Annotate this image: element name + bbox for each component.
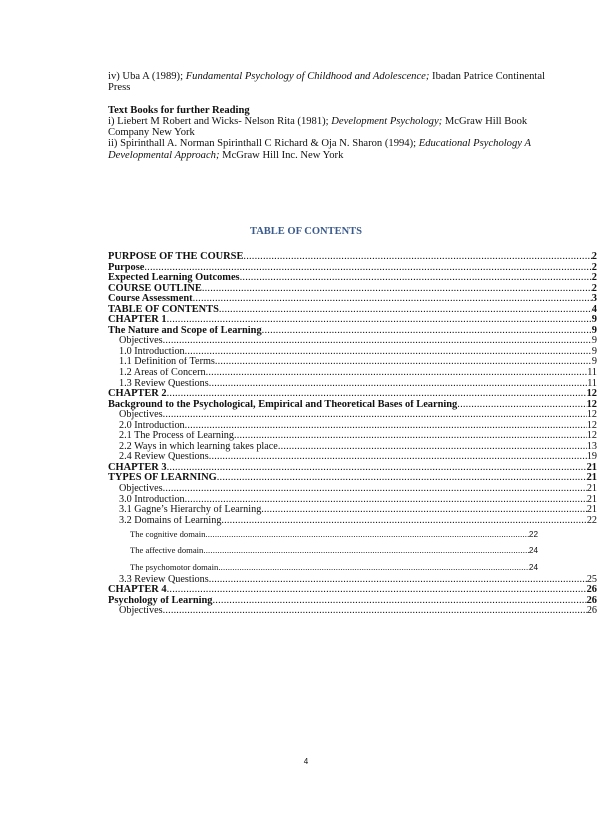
toc-entry[interactable]	[108, 559, 538, 575]
toc-entry-page: 22	[528, 530, 538, 540]
toc-entry-label: CHAPTER 4	[108, 585, 167, 596]
toc-entry-label: Objectives	[119, 484, 163, 495]
toc-entry-label: Psychology of Learning	[108, 595, 213, 606]
toc-entry-page: 22	[586, 515, 597, 526]
toc-entry[interactable]	[108, 431, 597, 442]
table-of-contents	[108, 252, 597, 617]
dot-leader	[167, 463, 587, 474]
toc-entry-page: 12	[586, 420, 597, 431]
toc-entry-page: 2	[591, 273, 597, 284]
toc-entry-label: Objectives	[119, 410, 163, 421]
dot-leader	[217, 473, 587, 484]
dot-leader	[234, 431, 587, 442]
toc-entry-label: 2.2 Ways in which learning takes place	[119, 441, 278, 452]
toc-entry-page: 21	[586, 462, 597, 473]
toc-entry[interactable]	[108, 273, 597, 284]
toc-entry-page: 13	[586, 441, 597, 452]
toc-entry-page: 12	[586, 389, 597, 400]
dot-leader	[215, 357, 592, 368]
toc-entry[interactable]	[108, 347, 597, 358]
toc-entry-page: 2	[591, 262, 597, 273]
toc-entry[interactable]	[108, 410, 597, 421]
toc-entry[interactable]	[108, 368, 597, 379]
toc-entry-label: 1.0 Introduction	[119, 346, 185, 357]
toc-entry-label: 3.2 Domains of Learning	[119, 515, 222, 526]
toc-entry-label: 3.1 Gagne’s Hierarchy of Learning	[119, 505, 262, 516]
dot-leader	[209, 575, 587, 586]
dot-leader	[261, 505, 587, 516]
toc-entry-label: 1.1 Definition of Terms	[119, 357, 215, 368]
toc-entry[interactable]	[108, 542, 538, 558]
toc-entry[interactable]	[108, 505, 597, 516]
dot-leader	[209, 452, 587, 463]
toc-entry-label: The cognitive domain	[130, 529, 206, 540]
toc-entry[interactable]	[108, 606, 597, 617]
toc-entry[interactable]	[108, 596, 597, 607]
dot-leader	[218, 559, 529, 575]
toc-entry[interactable]	[108, 357, 597, 368]
toc-entry-label: TYPES OF LEARNING	[108, 473, 217, 484]
toc-entry-page: 11	[587, 378, 597, 389]
toc-entry[interactable]	[108, 294, 597, 305]
toc-entry-page: 4	[591, 304, 597, 315]
toc-entry-label: TABLE OF CONTENTS	[108, 304, 219, 315]
toc-entry[interactable]	[108, 336, 597, 347]
dot-leader	[163, 606, 587, 617]
dot-leader	[144, 263, 591, 274]
toc-entry[interactable]	[108, 284, 597, 295]
toc-entry-label: 1.3 Review Questions	[119, 378, 209, 389]
further-reading-heading: Text Books for further Reading	[108, 104, 250, 116]
toc-entry[interactable]	[108, 379, 597, 390]
toc-entry-label: The affective domain	[130, 545, 204, 556]
toc-entry-page: 9	[591, 315, 597, 326]
toc-entry-label: PURPOSE OF THE COURSE	[108, 252, 244, 262]
toc-entry-page: 2	[591, 283, 597, 294]
dot-leader	[167, 315, 592, 326]
dot-leader	[209, 379, 587, 390]
toc-entry-page: 21	[586, 473, 597, 484]
toc-entry[interactable]	[108, 326, 597, 337]
dot-leader	[185, 347, 592, 358]
toc-entry-label: The psychomotor domain	[130, 561, 219, 572]
toc-entry-label: Course Assessment	[108, 294, 193, 305]
reference-ii: ii) Spirinthall A. Norman Spirinthall C Richard & Oja N. Sharon (1994); Educational Psychology A Developmental Approach; McGraw Hill Inc. New York	[108, 138, 531, 161]
toc-entry[interactable]	[108, 452, 597, 463]
toc-entry-label: 3.0 Introduction	[119, 494, 185, 505]
toc-entry[interactable]	[108, 315, 597, 326]
toc-entry-label: 2.4 Review Questions	[119, 452, 209, 463]
toc-entry[interactable]	[108, 473, 597, 484]
toc-entry-page: 3	[591, 294, 597, 305]
toc-entry-page: 26	[586, 606, 597, 617]
toc-entry-page: 12	[586, 431, 597, 442]
toc-title: TABLE OF CONTENTS	[249, 226, 363, 237]
toc-entry-page: 26	[586, 585, 597, 596]
dot-leader	[163, 410, 587, 421]
toc-entry-page: 9	[591, 336, 597, 347]
reference-iv: iv) Uba A (1989); Fundamental Psychology of Childhood and Adolescence; Ibadan Patrice Continental Press	[108, 71, 546, 94]
toc-entry-label: 1.2 Areas of Concern	[119, 368, 206, 379]
toc-entry-page: 2	[591, 252, 597, 262]
references-block	[108, 71, 548, 161]
toc-entry[interactable]	[108, 463, 597, 474]
dot-leader	[221, 516, 586, 527]
dot-leader	[219, 305, 592, 316]
dot-leader	[193, 294, 592, 305]
toc-entry[interactable]	[108, 263, 597, 274]
toc-entry-label: 3.3 Review Questions	[119, 574, 209, 585]
toc-entry[interactable]	[108, 526, 538, 542]
dot-leader	[185, 421, 587, 432]
dot-leader	[262, 326, 592, 337]
dot-leader	[185, 495, 587, 506]
toc-entry-page: 19	[586, 452, 597, 463]
toc-entry-page: 11	[587, 368, 597, 379]
dot-leader	[163, 484, 587, 495]
toc-entry-page: 9	[591, 357, 597, 368]
toc-entry-label: Purpose	[108, 262, 145, 273]
toc-entry-label: CHAPTER 3	[108, 462, 167, 473]
toc-entry-label: Background to the Psychological, Empirical and Theoretical Bases of Learning	[108, 399, 458, 410]
dot-leader	[167, 389, 587, 400]
toc-entry-page: 26	[586, 595, 597, 606]
toc-entry-page: 9	[591, 325, 597, 336]
toc-entry-label: Objectives	[119, 336, 163, 347]
toc-entry-page: 21	[586, 484, 597, 495]
toc-entry-label: CHAPTER 2	[108, 389, 167, 400]
toc-entry-page: 24	[528, 546, 538, 556]
toc-entry[interactable]	[108, 442, 597, 453]
dot-leader	[457, 400, 586, 411]
toc-entry-label: 2.0 Introduction	[119, 420, 185, 431]
toc-entry-label: The Nature and Scope of Learning	[108, 325, 262, 336]
toc-entry[interactable]	[108, 252, 597, 263]
toc-entry-label: COURSE OUTLINE	[108, 283, 202, 294]
toc-entry-label: CHAPTER 1	[108, 315, 167, 326]
toc-entry[interactable]	[108, 389, 597, 400]
toc-entry-label: Objectives	[119, 606, 163, 617]
toc-entry-page: 21	[586, 505, 597, 516]
toc-entry[interactable]	[108, 575, 597, 586]
reference-i: i) Liebert M Robert and Wicks- Nelson Rita (1981); Development Psychology; McGraw Hill Book Company New York	[108, 115, 528, 139]
toc-entry[interactable]	[108, 585, 597, 596]
dot-leader	[163, 336, 592, 347]
dot-leader	[278, 442, 587, 453]
toc-entry-label: Expected Learning Outcomes	[108, 273, 240, 284]
toc-entry[interactable]	[108, 495, 597, 506]
toc-entry-page: 24	[528, 562, 538, 572]
dot-leader	[243, 252, 591, 263]
page-number: 4	[303, 757, 309, 766]
toc-entry[interactable]	[108, 484, 597, 495]
toc-entry[interactable]	[108, 421, 597, 432]
toc-entry[interactable]	[108, 516, 597, 527]
dot-leader	[202, 284, 592, 295]
toc-entry-page: 9	[591, 346, 597, 357]
toc-entry-page: 12	[586, 410, 597, 421]
dot-leader	[240, 273, 592, 284]
dot-leader	[167, 585, 587, 596]
dot-leader	[206, 368, 588, 379]
dot-leader	[213, 596, 587, 607]
toc-entry-page: 21	[586, 494, 597, 505]
toc-entry-page: 12	[586, 399, 597, 410]
dot-leader	[205, 526, 528, 542]
toc-entry-label: 2.1 The Process of Learning	[119, 431, 234, 442]
toc-entry[interactable]	[108, 400, 597, 411]
toc-entry-page: 25	[586, 574, 597, 585]
dot-leader	[203, 542, 529, 558]
toc-entry[interactable]	[108, 305, 597, 316]
